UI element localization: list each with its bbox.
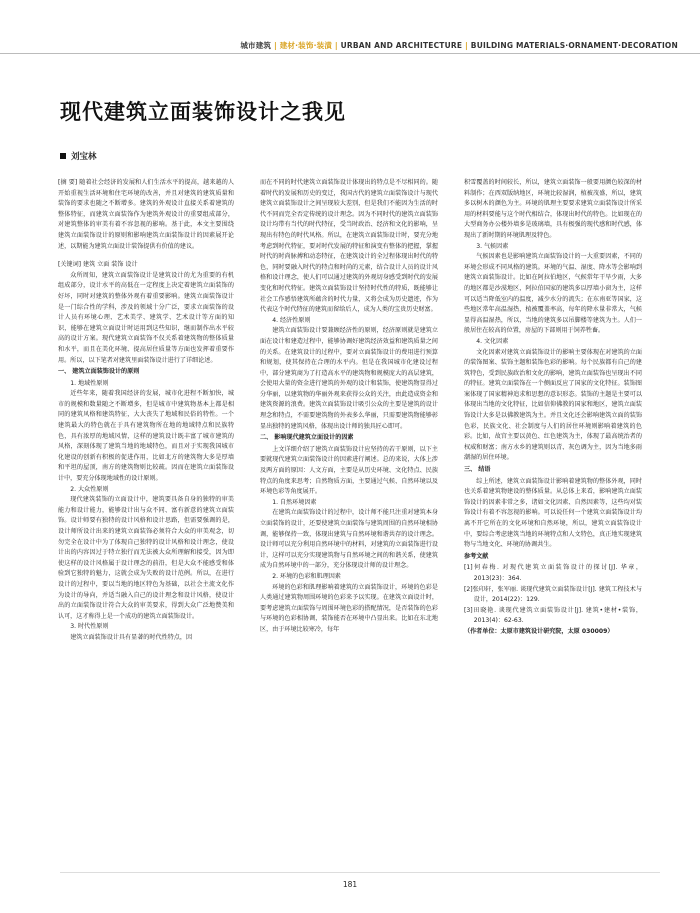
abstract: [摘 要] 随着社会经济的发展和人们生活水平的提高，越来越的人开始重视生活环境和住宅环境的改善，并且对建筑的建筑质量和装饰的要求也随之不断增多。建筑的外观设计直接关系着建筑的整体特征，而建筑立面装饰作为建筑外观设计的重要组成部分，对建筑整体的审美有着不容忽视的影响。基于此，本文主要围绕建筑立面装饰设计的原则和影响建筑立面装饰设计的因素展开论述，以期能为建筑立面设计装饰提供有价值的建议。	[58, 179, 234, 250]
column-3	[464, 178, 642, 638]
paragraph: 气候因素也是影响建筑立面装饰设计的一大重要因素，不同的环境会形成不同风格的建筑。环境的气温、湿度、降水等会影响到建筑立面装饰设计。比如在阿拉伯地区，气候常年干旱少雨，大多的地区都是沙漠地区，阿拉伯国家的建筑多以厚墙小窗为主，这样可以适当降低室内的温度，减少水分的流失；在东南亚等国家，这些地区常年高温湿热，植被覆盖率高，每年的降水量非常大，气候显得高温湿热，所以，当地的建筑多以吊脚楼等建筑为主。人们一般居住在较高的位置，房屋的下部则用于饲养牲畜。	[464, 253, 642, 335]
subsection-heading: 3. 气候因素	[476, 242, 509, 250]
paragraph: 建筑立面装饰设计要兼顾经济性的原则，经济原则就是建筑立面在设计和建造过程中，能够协调好建筑经济效益和建筑质量之间的关系。在建筑设计的过程中，要对立面装饰设计的费用进行预算和规划，使其保持在合理的水平内。但是在我国城市化建设过程中，部分建筑商为了打造高水平的建筑物和规模庞大的高层建筑，会使用大量的资金进行建筑的外观的设计和装饰，使建筑物显得过分华丽，以建筑物的华丽外观来获得公众的关注，由此造成资金和建筑资源的浪费。建筑立面装饰设计吸引公众的主要是建筑的设计理念和特点，不需要建筑物的外表多么华丽，只需要建筑物能够彰显出独特的建筑风格，体现出设计师的独具匠心即可。	[260, 327, 438, 430]
running-title-en: URBAN AND ARCHITECTURE	[340, 41, 463, 50]
section-heading: 一、 建筑立面装饰设计的原则	[58, 368, 140, 376]
keywords: [关键词] 建筑 立面 装饰 设计	[58, 261, 138, 269]
subsection-heading: 2. 大众性原则	[70, 485, 109, 493]
subsection-heading: 4. 文化因素	[476, 337, 509, 345]
article-title: 现代建筑立面装饰设计之我见	[60, 100, 346, 124]
reference-item: [2]张印轩，张军丽. 谈现代建筑立面装饰设计[J]. 建筑工程技术与设计，2014(22)：129.	[464, 585, 642, 604]
paragraph: 而在不同的时代建筑立面装饰设计体现出的特点是不尽相同的。随着时代的发展和历史的变迁，我国古代的建筑立面装饰设计与现代建筑立面装饰设计之间呈现较大差别，但是我们不能因为生活的时代不同而完全否定传统的设计理念。因为不同时代的建筑立面装饰设计均带有当代的时代特征，受当时政治、经济和文化的影响，呈现出有特色的时代风格。所以，在建筑立面装饰设计时，要充分地考虑到时代特征，要对时代发展的特征和演变有整体的把握，掌握时代的时尚脉搏和动态特征，在建筑设计的全过程体现出时代的特色，同时要融入时代的特点和时尚的元素，结合设计人员的设计风格和设计理念，使人们可以通过建筑的外观切身感受到时代的发展变化和时代特征。建筑立面装饰设计坚持时代性的特质，既能够让社会工作感悟建筑所蕴含的时代力量，又将会成为历史遗迹，作为代表这个时代特征的建筑而留给后人，成为人类的宝贵历史财富。	[260, 179, 438, 314]
author-affiliation: （作者单位：太原市建筑设计研究院，太原 030009）	[464, 627, 614, 635]
paragraph: 积雪覆盖的时间较长，所以，建筑立面装饰一般要用颜色较深的材料制作；在西双版纳地区，环境比较湿润，植被茂盛，所以，建筑多以树木的颜色为主。环境的肌理主要要求建筑立面装饰设计所采用的材料要能与这个时代相结合，体现出时代的特色。比如现在的大型商务办公楼外墙多是玻璃墙，具有极强的现代感和时代感，体现出了新时期的环境肌理及特色。	[464, 179, 642, 239]
section-heading: 三、 结语	[464, 466, 491, 474]
author-line	[60, 150, 97, 162]
subsection-heading: 1. 地域性原则	[70, 379, 109, 387]
paragraph: 环境的色彩和肌理影响着建筑的立面装饰设计，环境的色彩是人类通过建筑物周围环境的色彩来予以实现。在建筑立面设计时，要考虑建筑立面装饰与周围环境色彩的搭配情况，是否装饰的色彩与环境的色彩相协调，装饰能否在环境中凸显出来。比如在东北地区，由于环境比较寒冷，每年	[260, 583, 438, 633]
section-heading: 二、 影响现代建筑立面设计的因素	[260, 434, 354, 442]
paragraph: 建筑立面装饰设计具有显著的时代性特点，因	[70, 633, 193, 641]
subsection-heading: 4. 经济性原则	[272, 316, 311, 324]
subsection-heading: 3. 时代性原则	[70, 623, 109, 631]
paragraph: 综上所述，建筑立面装饰设计影响着建筑物的整体外观，同时也关系着建筑物建设的整体质量。从总体上来看，影响建筑立面装饰设计的因素非常之多，诸如文化因素、自然因素等，这些均对装饰设计有着不容忽视的影响。可以说任何一个建筑立面装饰设计均离不开它所在的文化环境和自然环境，所以，建筑立面装饰设计中，要综合考虑建筑当地的环境特点和人文特色，真正地实现建筑物与当地文化、环境的协调共生。	[464, 477, 642, 549]
column-1	[58, 178, 234, 644]
column-2	[260, 178, 438, 636]
running-title-accent: 建材·装饰·装潢	[279, 41, 333, 50]
header-rule	[0, 53, 700, 54]
running-title-cn: 城市建筑	[240, 41, 272, 50]
reference-item: [3]田晓艳. 谈现代建筑立面装饰设计[J]. 建筑•建材•装饰，2013(4)：62-63.	[464, 606, 642, 625]
paragraph: 近些年来，随着我国经济的发展，城市化进程不断加快，城市的规模和数量随之不断增多，但是城市中建筑物基本上都是相同的建筑风格和建筑特征，大大丧失了地域和民俗的特性。一个建筑最大的特色就在于具有建筑物所在地的地域特点和民族特色，具有浓厚的地域风情，这样的建筑设计既丰富了城市建筑的风格，深刻体现了建筑当地的地域特色，而且对于实现我国城市化建设的创新有积极的促进作用，比如北方的建筑物大多是厚墙和平坦的屋顶，南方的建筑物则比较疏。因而在建筑立面装饰设计中，要充分体现地域性的设计原则。	[58, 390, 234, 483]
author-name: 刘宝林	[71, 152, 97, 162]
paragraph: 现代建筑装饰的立面设计中，建筑要具备自身的独特的审美能力和设计能力，能够设计出与众不同、富有新意的建筑立面装饰。设计师要有独特的设计风格和设计思路，但需要强调的是，设计师所设计出来的建筑立面装饰必须符合大众的审美观念，切勿完全在设计中为了体现自己独特的设计风格和设计理念，使设计出的内容因过于特立独行而无法被大众所理解和接受，因为即使这样的设计风格属于设计理念的前沿，但是大众不能感受和体验到它独特的魅力，这就会成为失败的设计范例。所以，在进行设计的过程中，要以当地的地区特色为基础，以社会主流文化作为设计的导向，并适当融入自己的设计理念和设计风格，使设计出的立面装饰设计符合大众的审美要求，得到大众广泛地赞美和认可，这才称得上是一个成功的建筑立面装饰设计。	[58, 496, 234, 620]
page-number: 181	[342, 880, 358, 889]
running-title-en2: BUILDING MATERIALS·ORNAMENT·DECORATION	[470, 41, 678, 50]
paragraph: 众所周知，建筑立面装饰设计是建筑设计的尤为重要的有机组成部分，设计水平的高低在一定程度上决定着建筑立面装饰的好坏，同时对建筑的整体外观有着重要影响。建筑立面装饰设计是一门综合性的学科，涉及的领域十分广泛，要求立面装饰的设计人员有环境心理、艺术美学、建筑学、艺术设计等方面的知识，能够在建筑立面设计时运用到这些知识，继而制作出水平较高的设计方案。现代建筑立面装饰不仅关系着建筑物的整体质量和水平，而且在美化环境、提高居住质量等方面也发挥着重要作用。所以，以下笔者对建筑里面装饰设计进行了详细论述。	[58, 271, 234, 364]
subsection-heading: 2. 环境的色彩和肌理因素	[272, 572, 341, 580]
reference-item: [1]何春梅. 对现代建筑立面装饰设计的探讨[J]. 华章，2013(23)：364.	[464, 564, 642, 582]
square-bullet-icon	[60, 153, 66, 159]
running-title: 城市建筑 | 建材·装饰·装潢 | URBAN AND ARCHITECTURE | BUILDING MATERIALS·ORNAMENT·DECORATION	[240, 41, 678, 50]
references-heading: 参考文献	[464, 552, 489, 560]
footer-rule	[60, 872, 660, 873]
paragraph: 上文详细介绍了建筑立面装饰设计应坚持的若干原则，以下主要就现代建筑立面装饰设计的因素进行阐述。总的来说，大体上涉及两方面的原因：人文方面，主要是从历史环境、文化特点、民族特点的角度来思考；自然物质方面，主要通过气候、自然环境以及环境色彩等角度展开。	[260, 445, 438, 496]
paragraph: 文化因素对建筑立面装饰设计的影响主要体现在对建筑的立面的装饰图案、装饰主题和装饰色彩的影响。每个民族都有自己的建筑特色，受到民族政治和文化的影响，建筑立面装饰也呈现出不同的特征。建筑立面装饰在一个侧面反应了国家的文化特征。装饰图案体现了国家精神追求和思想的意识形态。装饰的主题是主要可以体现出当地的文化特征，比如信仰佛教的国家和地区，建筑立面装饰设计大多是以佛教建筑为主。并且文化还会影响建筑立面的装饰色彩，民族文化、社会制度与人们的居住环境则影响着建筑的色彩。比如，故宫主要以黄色、红色建筑为主，体现了最高统治者的权威和财富；南方水乡的建筑则以青、灰色调为主，因为当地多雨潮湿的居住环境。	[464, 348, 642, 462]
paragraph: 在建筑立面装饰设计的过程中，设计师不能只注重对建筑本身立面装饰的设计，还要使建筑立面装饰与建筑周围的自然环境相协调，能够保持一致，体现出建筑与自然环境和谐共存的设计理念。设计师可以充分利用自然环境中的材料，对建筑的立面装饰进行设计，这样可以充分实现建筑物与自然环境之间的和谐关系，使建筑成为自然环境中的一部分，充分体现设计师的设计理念。	[260, 509, 438, 570]
subsection-heading: 1. 自然环境因素	[272, 498, 317, 506]
